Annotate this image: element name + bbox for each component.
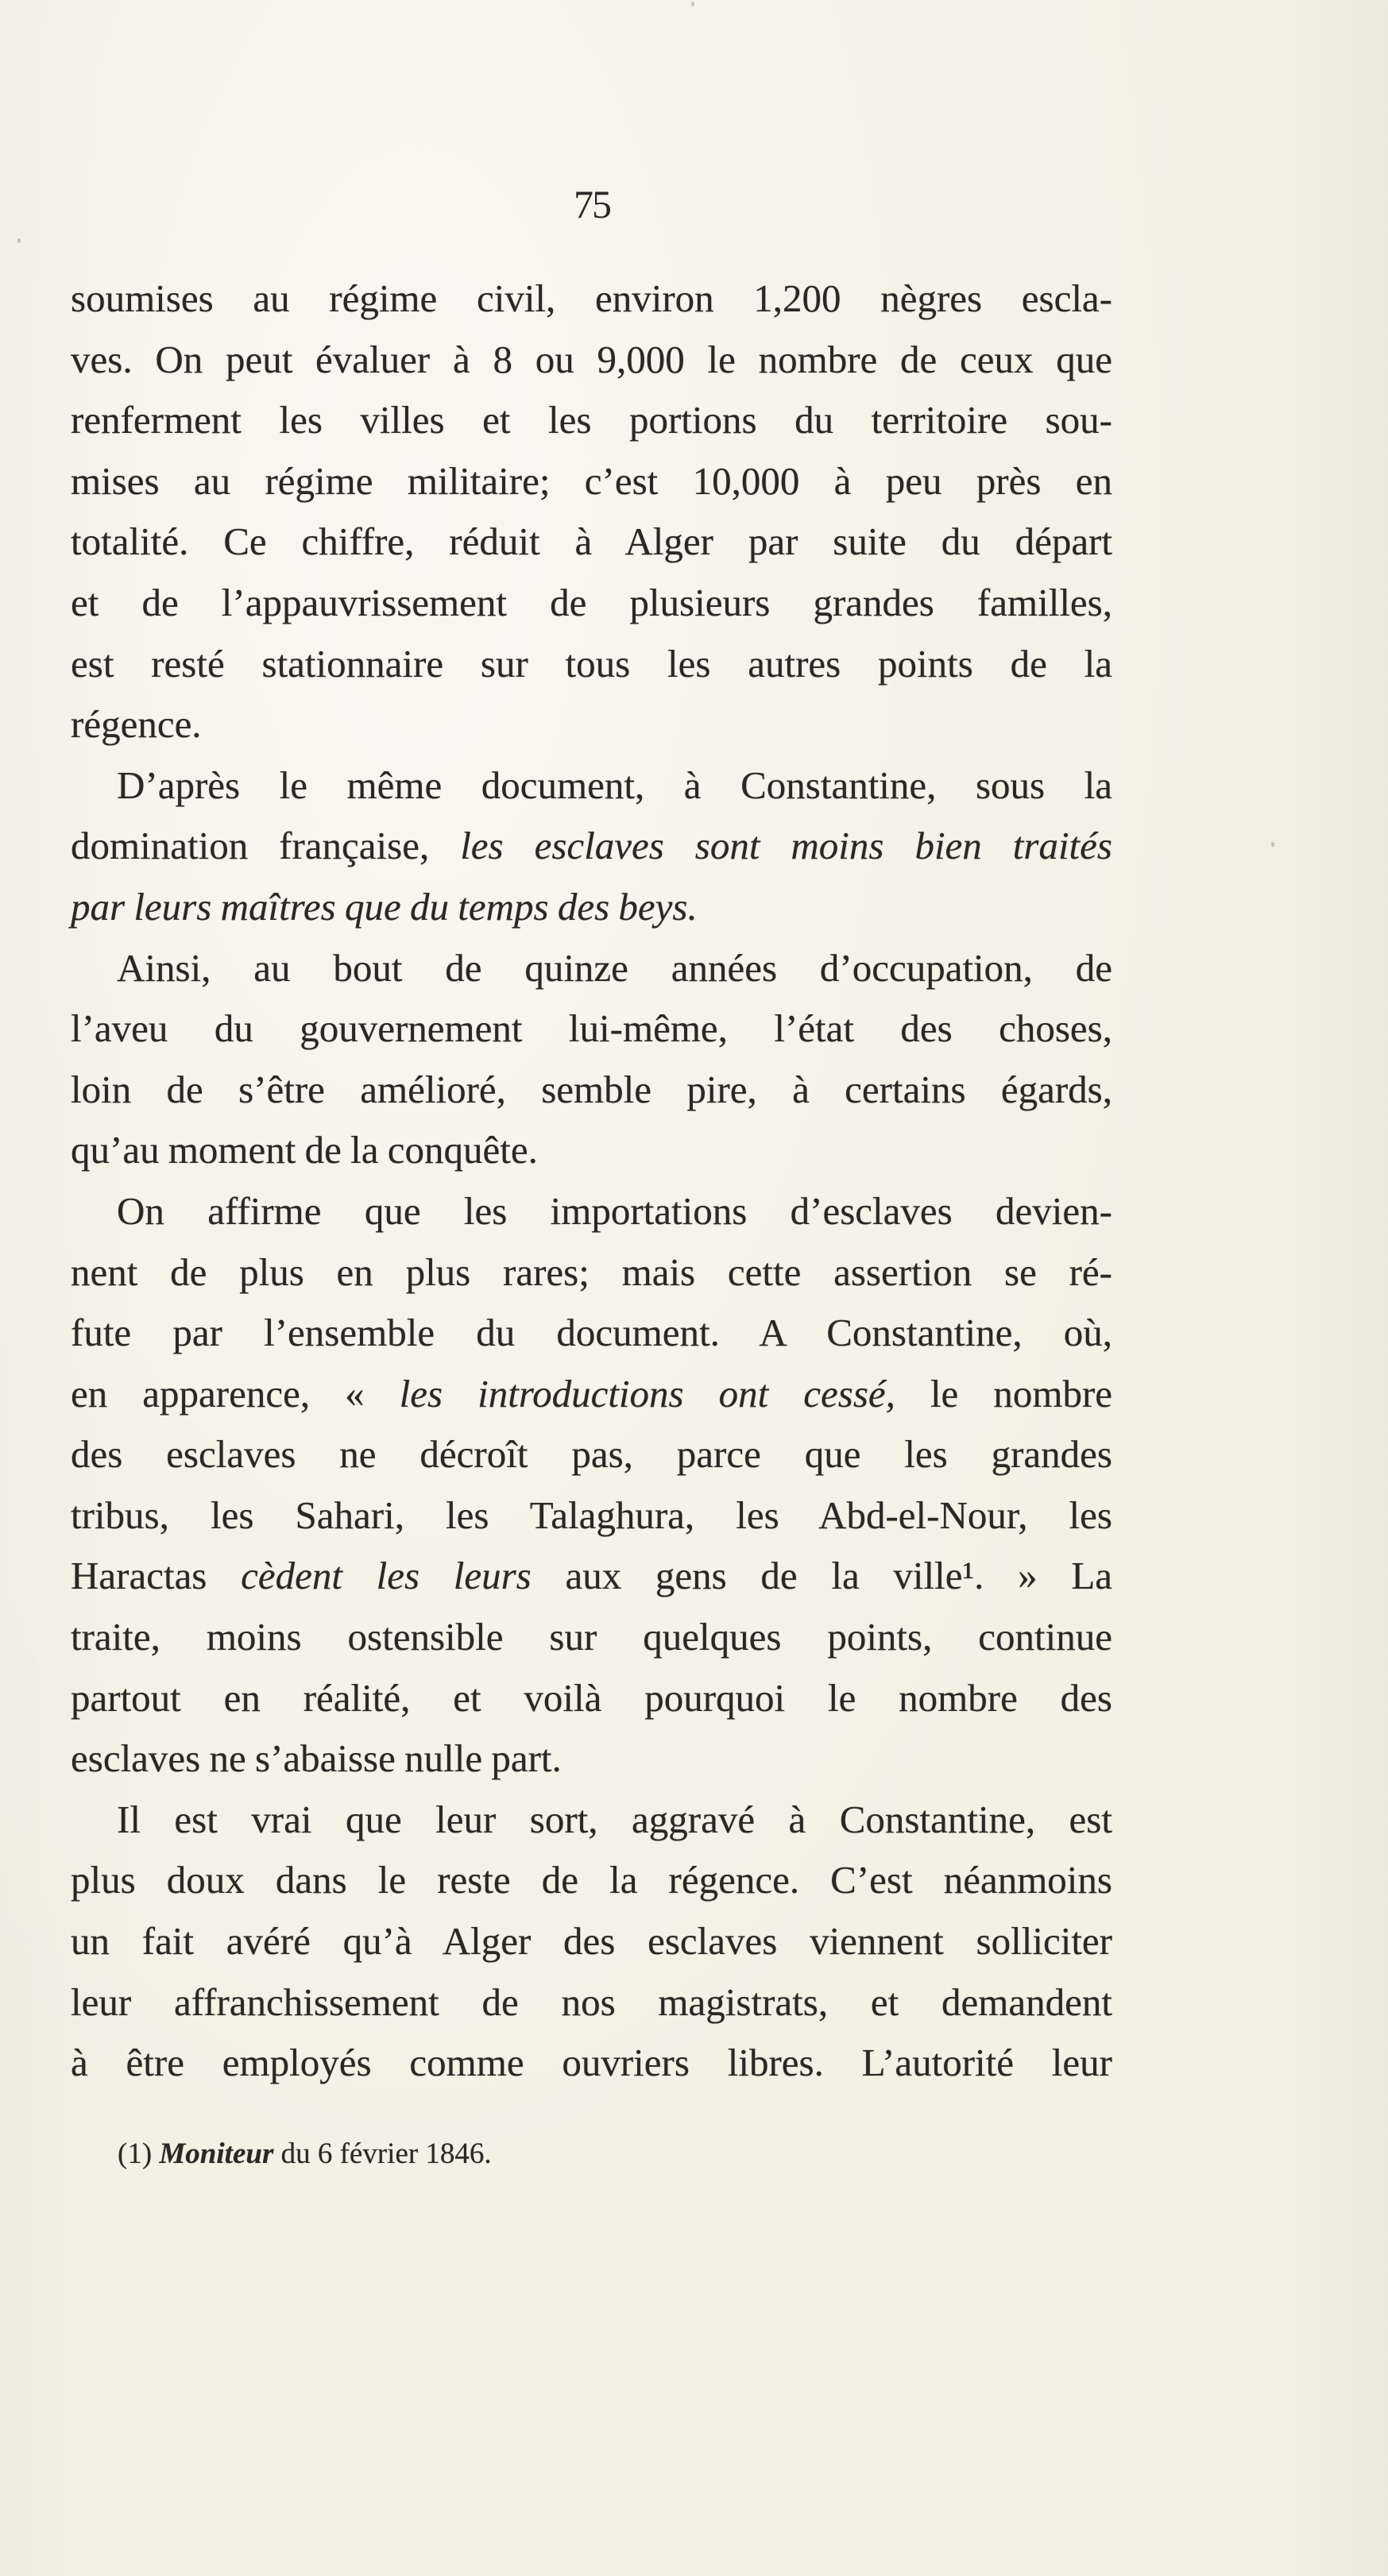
text-line xyxy=(71,694,1112,755)
text-line xyxy=(71,1424,1112,1485)
text-line xyxy=(71,1911,1112,1972)
text-segment: nent de plus en plus rares; mais cette assertion se ré- xyxy=(71,1249,1112,1294)
text-line xyxy=(71,1364,1112,1425)
text-segment: régence. xyxy=(71,702,202,747)
text-line xyxy=(71,330,1112,391)
text-line xyxy=(71,1060,1112,1121)
text-line xyxy=(71,268,1112,330)
text-segment: mises au régime militaire; c’est 10,000 à peu près en xyxy=(71,458,1112,503)
footnote xyxy=(118,2137,492,2171)
text-segment: On affirme que les importations d’esclaves devien- xyxy=(117,1188,1112,1233)
text-segment: Il est vrai que leur sort, aggravé à Constantine, est xyxy=(117,1797,1112,1841)
text-segment: totalité. Ce chiffre, réduit à Alger par suite du départ xyxy=(71,519,1112,564)
text-line xyxy=(71,938,1112,999)
footnote-text: du 6 février 1846. xyxy=(273,2138,492,2170)
footnote-marker: (1) xyxy=(118,2138,153,2170)
text-line xyxy=(71,1790,1112,1851)
text-segment: traite, moins ostensible sur quelques points, continue xyxy=(71,1615,1112,1659)
text-segment: soumises au régime civil, environ 1,200 nègres escla- xyxy=(71,276,1112,320)
text-segment: en apparence, « xyxy=(71,1371,400,1415)
text-segment: à être employés comme ouvriers libres. L’autorité leur xyxy=(71,2041,1112,2085)
text-segment: partout en réalité, et voilà pourquoi le nombre des xyxy=(71,1675,1112,1720)
text-line xyxy=(71,1972,1112,2033)
text-line xyxy=(71,877,1112,938)
text-line xyxy=(71,816,1112,877)
text-segment: leur affranchissement de nos magistrats, et demandent xyxy=(71,1979,1112,2024)
text-segment: fute par l’ensemble du document. A Constantine, où, xyxy=(71,1311,1112,1355)
page-number: 75 xyxy=(574,182,610,226)
body-text xyxy=(71,268,1112,2094)
text-segment: renferment les villes et les portions du territoire sou- xyxy=(71,398,1112,442)
text-segment: ves. On peut évaluer à 8 ou 9,000 le nombre de ceux que xyxy=(71,337,1112,381)
text-line xyxy=(71,512,1112,573)
italic-text: les esclaves sont moins bien traités xyxy=(460,824,1112,868)
text-segment: loin de s’être amélioré, semble pire, à certains égards, xyxy=(71,1067,1112,1111)
text-line xyxy=(71,755,1112,817)
text-segment: esclaves ne s’abaisse nulle part. xyxy=(71,1736,562,1781)
text-line xyxy=(71,1181,1112,1242)
text-line xyxy=(71,1850,1112,1911)
italic-text: par leurs maîtres que du temps des beys. xyxy=(71,884,698,929)
paper-speck xyxy=(1271,842,1274,847)
paper-speck xyxy=(17,238,21,243)
footnote-source: Moniteur xyxy=(159,2138,274,2170)
text-line xyxy=(71,1546,1112,1607)
text-line xyxy=(71,634,1112,695)
text-line xyxy=(71,1485,1112,1547)
text-line xyxy=(71,390,1112,451)
text-segment: D’après le même document, à Constantine, sous la xyxy=(117,763,1112,807)
text-segment: est resté stationnaire sur tous les autres points de la xyxy=(71,641,1112,686)
text-line xyxy=(71,1728,1112,1790)
text-segment: un fait avéré qu’à Alger des esclaves viennent solliciter xyxy=(71,1919,1112,1964)
text-segment: Haractas xyxy=(71,1554,242,1598)
text-line xyxy=(71,1303,1112,1364)
text-line xyxy=(71,1120,1112,1181)
text-line xyxy=(71,573,1112,634)
italic-text: cèdent les leurs xyxy=(241,1554,532,1598)
paper-speck xyxy=(691,2,694,6)
text-segment: domination française, xyxy=(71,824,461,868)
text-segment: le nombre xyxy=(895,1371,1113,1415)
text-line xyxy=(71,1668,1112,1729)
text-segment: plus doux dans le reste de la régence. C’est néanmoins xyxy=(71,1858,1112,1902)
text-segment: tribus, les Sahari, les Talaghura, les Abd-el-Nour, les xyxy=(71,1493,1112,1537)
italic-text: les introductions ont cessé, xyxy=(399,1371,895,1415)
text-line xyxy=(71,998,1112,1060)
text-line xyxy=(71,1242,1112,1303)
text-segment: l’aveu du gouvernement lui-même, l’état des choses, xyxy=(71,1006,1112,1051)
text-segment: qu’au moment de la conquête. xyxy=(71,1128,538,1172)
text-segment: aux gens de la ville¹. » La xyxy=(531,1554,1112,1598)
text-line xyxy=(71,2033,1112,2094)
text-segment: et de l’appauvrissement de plusieurs grandes familles, xyxy=(71,580,1112,624)
text-segment: des esclaves ne décroît pas, parce que les grandes xyxy=(71,1432,1112,1477)
text-segment: Ainsi, au bout de quinze années d’occupation, de xyxy=(117,945,1112,990)
text-line xyxy=(71,451,1112,512)
text-line xyxy=(71,1607,1112,1668)
